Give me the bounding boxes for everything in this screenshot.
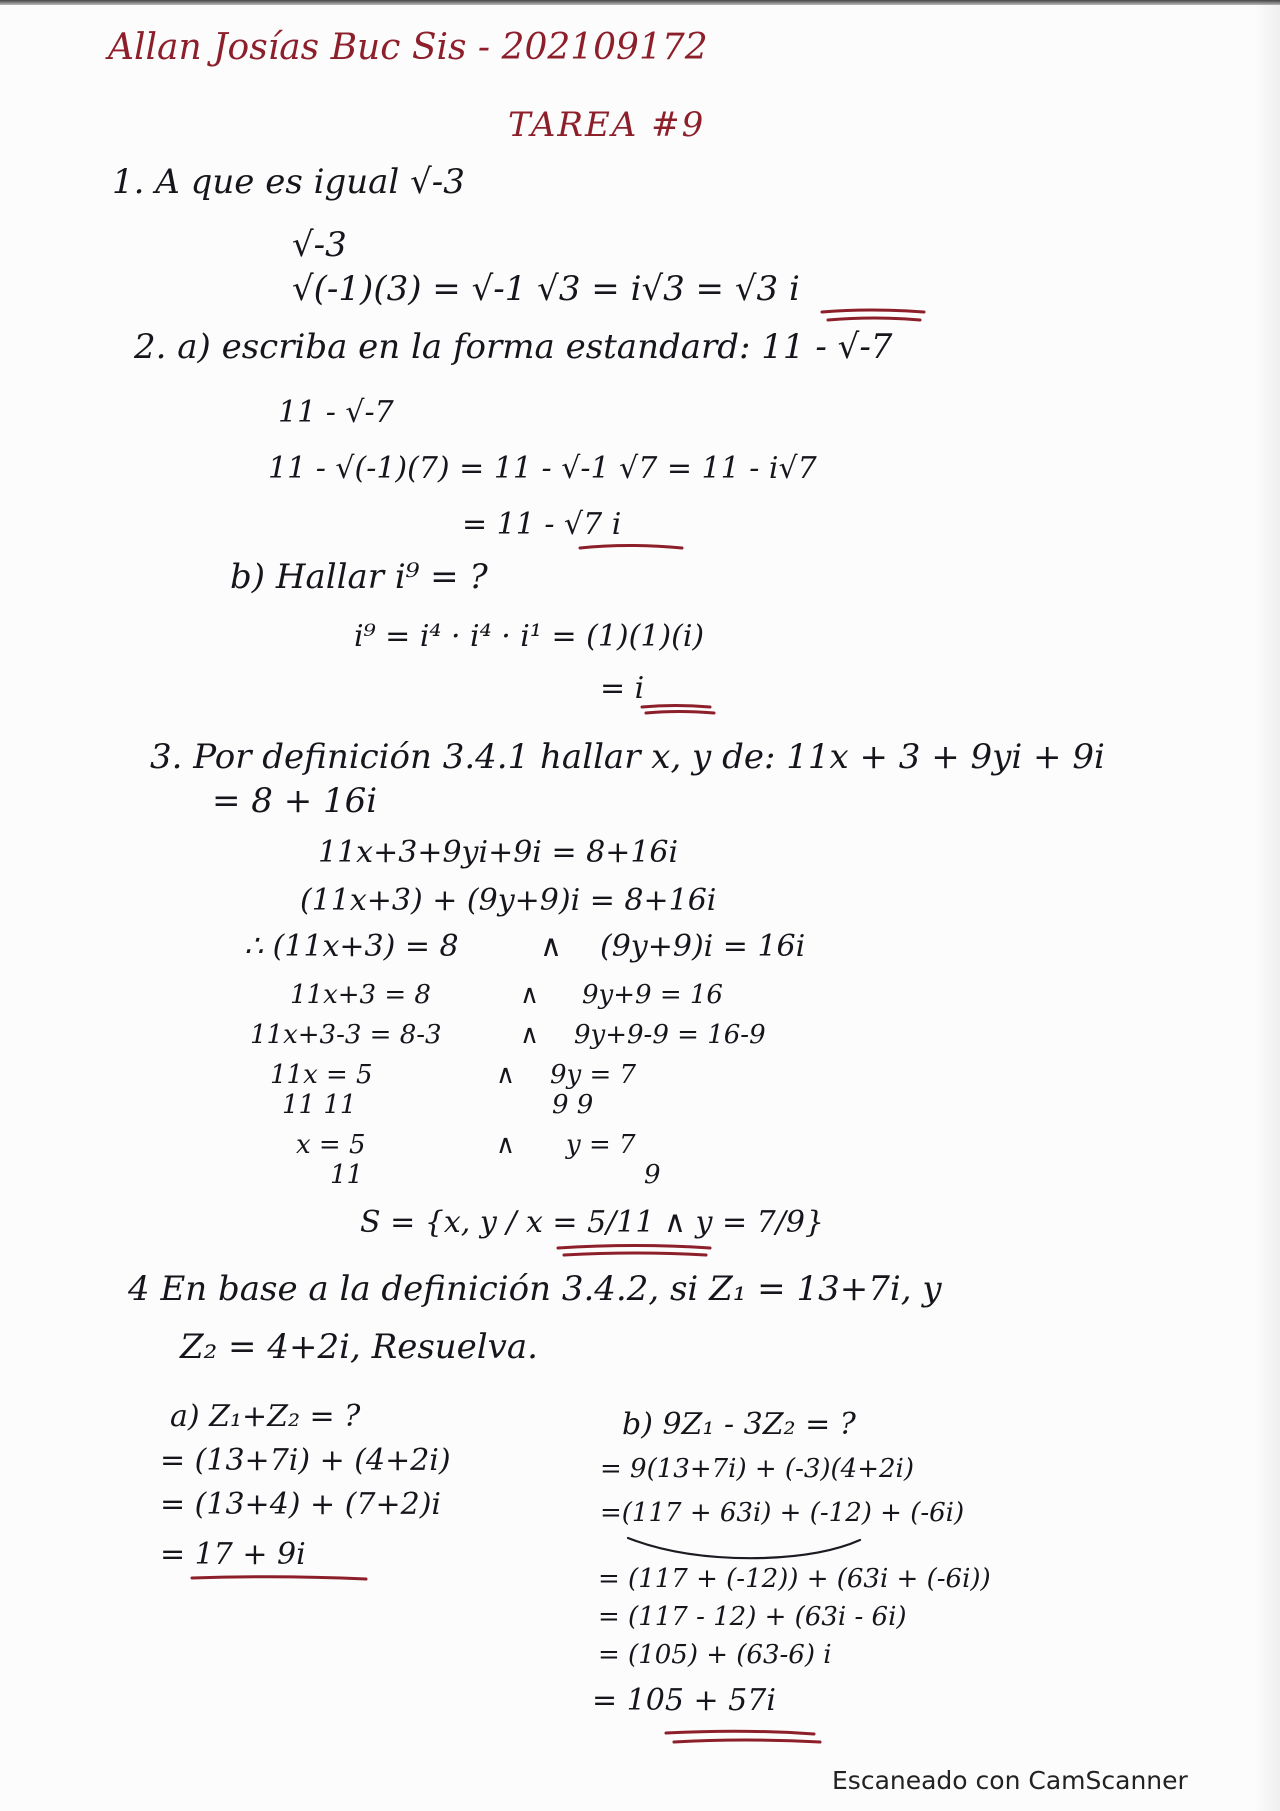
q3-left-step-2: 11x+3 = 8 xyxy=(290,980,431,1010)
q4a-step-3: = (13+4) + (7+2)i xyxy=(160,1487,442,1522)
question-2b-line-2: = i xyxy=(600,671,645,706)
q3-right-step-2: 9y+9 = 16 xyxy=(582,980,723,1010)
question-2-line-2: 11 - √(-1)(7) = 11 - √-1 √7 = 11 - i√7 xyxy=(268,451,817,486)
question-2a-statement: 2. a) escriba en la forma estandard: 11 - √-7 xyxy=(134,327,893,367)
page-title: TAREA #9 xyxy=(508,105,706,145)
scanner-watermark: Escaneado con CamScanner xyxy=(832,1766,1188,1795)
question-1-statement: 1. A que es igual √-3 xyxy=(112,162,465,202)
answer-underline xyxy=(578,542,688,556)
answer-underline xyxy=(664,1728,824,1748)
and-symbol: ∧ xyxy=(496,1060,516,1090)
q4b-result: = 105 + 57i xyxy=(592,1683,776,1718)
q3-left-step-1: ∴ (11x+3) = 8 xyxy=(244,929,459,964)
q3-left-step-4: 11x = 5 xyxy=(270,1060,373,1090)
q4b-step-3: =(117 + 63i) + (-12) + (-6i) xyxy=(600,1498,965,1528)
question-4-statement-cont: Z₂ = 4+2i, Resuelva. xyxy=(180,1327,538,1367)
and-symbol: ∧ xyxy=(520,1020,540,1050)
q3-right-step-1: (9y+9)i = 16i xyxy=(600,929,806,964)
q3-left-step-4-den: 11 11 xyxy=(282,1090,357,1120)
and-symbol: ∧ xyxy=(520,980,540,1010)
answer-underline xyxy=(556,1242,716,1258)
grouping-brace xyxy=(624,1534,864,1564)
student-name-line: Allan Josías Buc Sis - 202109172 xyxy=(108,27,708,68)
question-1-line-1: √-3 xyxy=(292,225,347,265)
q4a-step-1: a) Z₁+Z₂ = ? xyxy=(170,1399,361,1434)
q3-left-step-3: 11x+3-3 = 8-3 xyxy=(250,1020,442,1050)
question-3-line-2: (11x+3) + (9y+9)i = 8+16i xyxy=(300,883,717,918)
question-1-line-2: √(-1)(3) = √-1 √3 = i√3 = √3 i xyxy=(292,269,800,309)
q4b-step-5: = (117 - 12) + (63i - 6i) xyxy=(598,1602,907,1632)
q4b-step-1: b) 9Z₁ - 3Z₂ = ? xyxy=(622,1407,856,1442)
answer-underline xyxy=(820,306,930,326)
scan-top-edge xyxy=(0,0,1280,5)
q4b-step-4: = (117 + (-12)) + (63i + (-6i)) xyxy=(598,1564,991,1594)
q4b-step-6: = (105) + (63-6) i xyxy=(598,1640,832,1670)
q3-right-step-4: 9y = 7 xyxy=(550,1060,637,1090)
and-symbol: ∧ xyxy=(540,929,562,964)
question-4-statement: 4 En base a la definición 3.4.2, si Z₁ = 13+7i, y xyxy=(128,1269,942,1309)
and-symbol: ∧ xyxy=(496,1130,516,1160)
q3-left-step-5: x = 5 xyxy=(296,1130,366,1160)
q3-right-step-5-den: 9 xyxy=(644,1160,661,1190)
q3-left-step-5-den: 11 xyxy=(330,1160,364,1190)
q3-right-step-3: 9y+9-9 = 16-9 xyxy=(574,1020,766,1050)
question-2-line-3: = 11 - √7 i xyxy=(462,507,622,542)
q3-right-step-4-den: 9 9 xyxy=(552,1090,594,1120)
question-3-solution-set: S = {x, y / x = 5/11 ∧ y = 7/9} xyxy=(360,1205,825,1240)
question-2b-statement: b) Hallar i⁹ = ? xyxy=(230,557,488,597)
q4a-step-2: = (13+7i) + (4+2i) xyxy=(160,1443,451,1478)
q4b-step-2: = 9(13+7i) + (-3)(4+2i) xyxy=(600,1454,915,1484)
question-3-statement: 3. Por definición 3.4.1 hallar x, y de: 11x + 3 + 9yi + 9i xyxy=(150,737,1105,777)
question-3-statement-cont: = 8 + 16i xyxy=(212,781,378,821)
question-3-line-1: 11x+3+9yi+9i = 8+16i xyxy=(318,835,679,870)
question-2-line-1: 11 - √-7 xyxy=(278,395,394,430)
q3-right-step-5: y = 7 xyxy=(566,1130,636,1160)
answer-underline xyxy=(190,1574,370,1586)
answer-underline xyxy=(640,703,720,717)
q4a-result: = 17 + 9i xyxy=(160,1537,306,1572)
question-2b-line-1: i⁹ = i⁴ · i⁴ · i¹ = (1)(1)(i) xyxy=(354,619,705,654)
scan-edge-shadow xyxy=(1254,0,1280,1811)
